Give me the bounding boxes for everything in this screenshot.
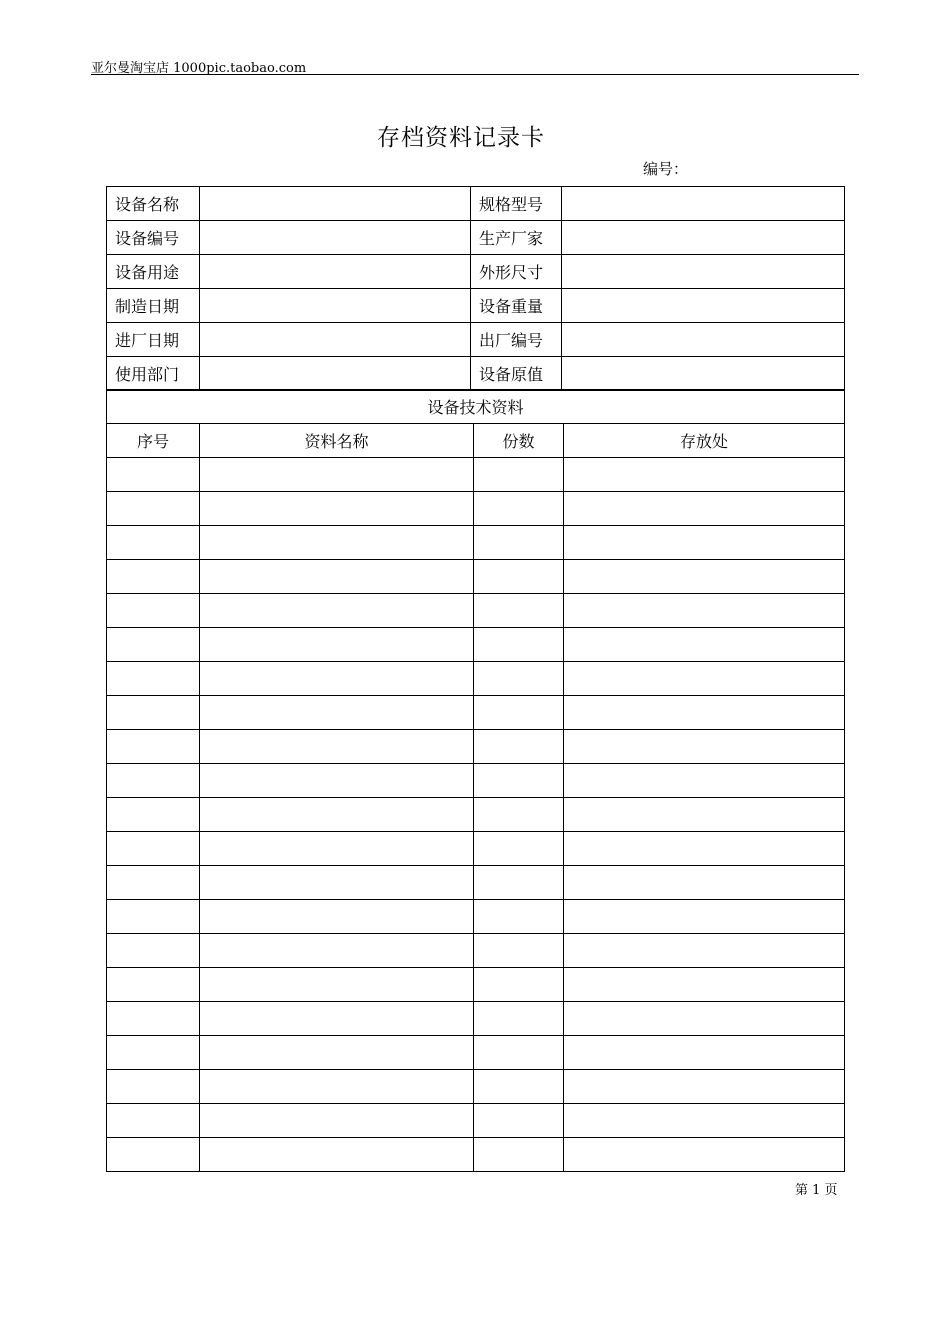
info-right-value[interactable]	[562, 323, 845, 357]
location-cell[interactable]	[564, 560, 845, 594]
doc-name-cell[interactable]	[200, 968, 474, 1002]
doc-name-cell[interactable]	[200, 900, 474, 934]
technical-docs-table	[106, 389, 845, 1172]
copies-cell[interactable]	[474, 696, 564, 730]
serial-cell[interactable]	[107, 458, 200, 492]
location-cell[interactable]	[564, 492, 845, 526]
column-header-doc-name: 资料名称	[200, 424, 474, 458]
table-row	[107, 1104, 845, 1138]
doc-name-cell[interactable]	[200, 662, 474, 696]
table-row	[107, 1036, 845, 1070]
serial-cell[interactable]	[107, 1138, 200, 1172]
info-row	[107, 289, 845, 323]
table-row	[107, 696, 845, 730]
serial-cell[interactable]	[107, 1002, 200, 1036]
location-cell[interactable]	[564, 696, 845, 730]
document-title: 存档资料记录卡	[377, 125, 545, 151]
table-row	[107, 968, 845, 1002]
info-row	[107, 187, 845, 221]
header-rule	[91, 74, 859, 75]
doc-name-cell[interactable]	[200, 1104, 474, 1138]
doc-name-cell[interactable]	[200, 1070, 474, 1104]
doc-name-cell[interactable]	[200, 492, 474, 526]
location-cell[interactable]	[564, 866, 845, 900]
copies-cell[interactable]	[474, 764, 564, 798]
location-cell[interactable]	[564, 526, 845, 560]
document-number-label: 编号：	[643, 160, 689, 178]
info-left-label: 设备编号	[107, 221, 200, 255]
info-right-label: 设备原值	[471, 357, 562, 391]
location-cell[interactable]	[564, 1138, 845, 1172]
serial-cell[interactable]	[107, 1070, 200, 1104]
table-row	[107, 628, 845, 662]
info-right-label: 设备重量	[471, 289, 562, 323]
copies-cell[interactable]	[474, 832, 564, 866]
serial-cell[interactable]	[107, 594, 200, 628]
serial-cell[interactable]	[107, 730, 200, 764]
doc-name-cell[interactable]	[200, 458, 474, 492]
location-cell[interactable]	[564, 1002, 845, 1036]
doc-name-cell[interactable]	[200, 764, 474, 798]
info-right-label: 出厂编号	[471, 323, 562, 357]
doc-name-cell[interactable]	[200, 526, 474, 560]
info-left-value[interactable]	[200, 323, 471, 357]
table-row	[107, 458, 845, 492]
table-row	[107, 1002, 845, 1036]
table-row	[107, 798, 845, 832]
table-row	[107, 866, 845, 900]
serial-cell[interactable]	[107, 662, 200, 696]
copies-cell[interactable]	[474, 594, 564, 628]
copies-cell[interactable]	[474, 1070, 564, 1104]
doc-name-cell[interactable]	[200, 798, 474, 832]
doc-name-cell[interactable]	[200, 832, 474, 866]
serial-cell[interactable]	[107, 832, 200, 866]
equipment-info-table	[106, 186, 845, 391]
serial-cell[interactable]	[107, 934, 200, 968]
info-left-value[interactable]	[200, 187, 471, 221]
location-cell[interactable]	[564, 798, 845, 832]
info-left-label: 设备名称	[107, 187, 200, 221]
table-row	[107, 730, 845, 764]
copies-cell[interactable]	[474, 866, 564, 900]
table-row	[107, 900, 845, 934]
info-right-value[interactable]	[562, 255, 845, 289]
serial-cell[interactable]	[107, 798, 200, 832]
table-row	[107, 832, 845, 866]
serial-cell[interactable]	[107, 968, 200, 1002]
copies-cell[interactable]	[474, 662, 564, 696]
copies-cell[interactable]	[474, 934, 564, 968]
info-right-label: 规格型号	[471, 187, 562, 221]
info-row	[107, 323, 845, 357]
location-cell[interactable]	[564, 832, 845, 866]
doc-name-cell[interactable]	[200, 628, 474, 662]
serial-cell[interactable]	[107, 628, 200, 662]
section-title-row	[107, 390, 845, 424]
doc-name-cell[interactable]	[200, 866, 474, 900]
location-cell[interactable]	[564, 628, 845, 662]
info-left-label: 设备用途	[107, 255, 200, 289]
info-right-value[interactable]	[562, 289, 845, 323]
info-row	[107, 357, 845, 391]
column-header-location: 存放处	[564, 424, 845, 458]
location-cell[interactable]	[564, 1104, 845, 1138]
location-cell[interactable]	[564, 1070, 845, 1104]
copies-cell[interactable]	[474, 628, 564, 662]
doc-name-cell[interactable]	[200, 1002, 474, 1036]
location-cell[interactable]	[564, 900, 845, 934]
info-left-value[interactable]	[200, 221, 471, 255]
info-right-value[interactable]	[562, 221, 845, 255]
info-right-label: 生产厂家	[471, 221, 562, 255]
info-left-value[interactable]	[200, 289, 471, 323]
serial-cell[interactable]	[107, 764, 200, 798]
table-row	[107, 934, 845, 968]
table-row	[107, 492, 845, 526]
info-left-label: 制造日期	[107, 289, 200, 323]
serial-cell[interactable]	[107, 526, 200, 560]
table-row	[107, 594, 845, 628]
info-right-label: 外形尺寸	[471, 255, 562, 289]
info-row	[107, 221, 845, 255]
location-cell[interactable]	[564, 458, 845, 492]
doc-name-cell[interactable]	[200, 696, 474, 730]
serial-cell[interactable]	[107, 1104, 200, 1138]
info-left-label: 进厂日期	[107, 323, 200, 357]
copies-cell[interactable]	[474, 458, 564, 492]
location-cell[interactable]	[564, 968, 845, 1002]
serial-cell[interactable]	[107, 900, 200, 934]
copies-cell[interactable]	[474, 560, 564, 594]
doc-name-cell[interactable]	[200, 1138, 474, 1172]
info-left-value[interactable]	[200, 357, 471, 391]
serial-cell[interactable]	[107, 1036, 200, 1070]
info-right-value[interactable]	[562, 187, 845, 221]
table-row	[107, 560, 845, 594]
copies-cell[interactable]	[474, 1104, 564, 1138]
copies-cell[interactable]	[474, 730, 564, 764]
info-row	[107, 255, 845, 289]
serial-cell[interactable]	[107, 492, 200, 526]
column-header-serial: 序号	[107, 424, 200, 458]
copies-cell[interactable]	[474, 1138, 564, 1172]
copies-cell[interactable]	[474, 1002, 564, 1036]
copies-cell[interactable]	[474, 492, 564, 526]
doc-name-cell[interactable]	[200, 730, 474, 764]
info-right-value[interactable]	[562, 357, 845, 391]
page-number: 第 1 页	[795, 1183, 838, 1198]
column-header-row	[107, 424, 845, 458]
serial-cell[interactable]	[107, 560, 200, 594]
section-title: 设备技术资料	[107, 390, 845, 424]
location-cell[interactable]	[564, 594, 845, 628]
doc-name-cell[interactable]	[200, 560, 474, 594]
serial-cell[interactable]	[107, 696, 200, 730]
doc-name-cell[interactable]	[200, 934, 474, 968]
table-row	[107, 1138, 845, 1172]
table-row	[107, 764, 845, 798]
copies-cell[interactable]	[474, 900, 564, 934]
location-cell[interactable]	[564, 934, 845, 968]
table-row	[107, 1070, 845, 1104]
table-row	[107, 526, 845, 560]
doc-name-cell[interactable]	[200, 594, 474, 628]
location-cell[interactable]	[564, 1036, 845, 1070]
doc-name-cell[interactable]	[200, 1036, 474, 1070]
copies-cell[interactable]	[474, 526, 564, 560]
table-row	[107, 662, 845, 696]
copies-cell[interactable]	[474, 798, 564, 832]
copies-cell[interactable]	[474, 968, 564, 1002]
location-cell[interactable]	[564, 662, 845, 696]
info-left-label: 使用部门	[107, 357, 200, 391]
location-cell[interactable]	[564, 764, 845, 798]
serial-cell[interactable]	[107, 866, 200, 900]
header-text: 亚尔曼淘宝店 1000pic.taobao.com	[91, 61, 307, 76]
column-header-copies: 份数	[474, 424, 564, 458]
location-cell[interactable]	[564, 730, 845, 764]
info-left-value[interactable]	[200, 255, 471, 289]
copies-cell[interactable]	[474, 1036, 564, 1070]
